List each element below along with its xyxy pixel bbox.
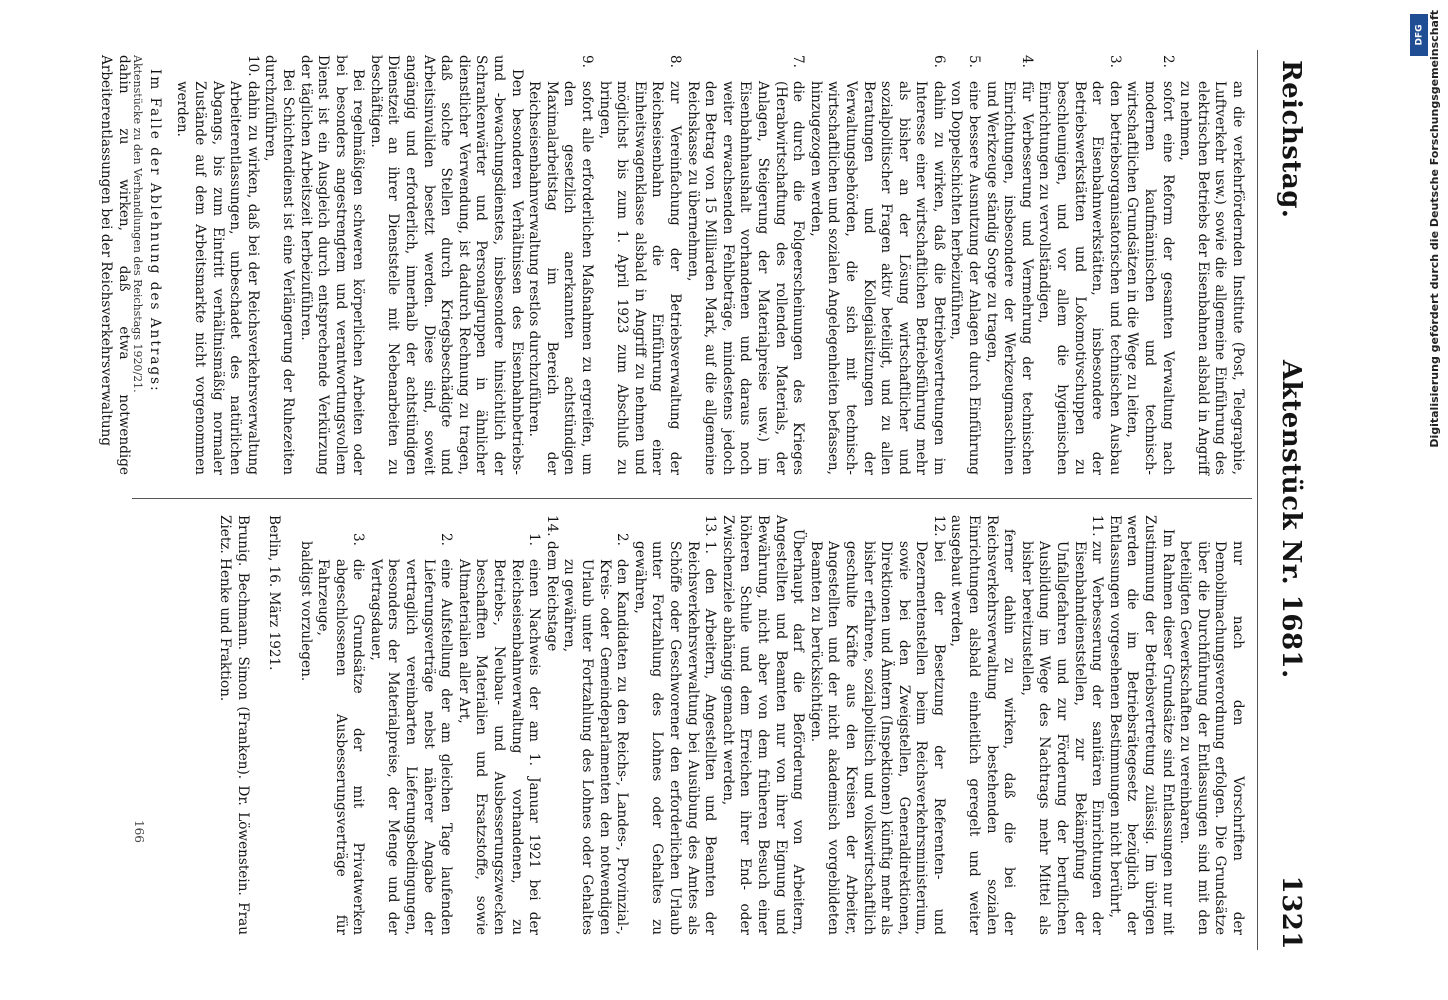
column-divider [132,498,1252,499]
item-text: die Grundsätze der mit Privatwerken abgeschlossenen Ausbesserungsverträge für Fahrzeuge, [315,559,367,935]
item-number: 12. [930,515,947,537]
place-date: Berlin, 16. März 1921. [265,515,282,671]
item-text: sofort alle erforderlichen Maßnahmen zu ergreifen, um den gesetzlich anerkannten achtstündigen Maximalarbeitstag im Bereich der Reichseisenbahnverwaltung restlos durchzuführen. [526,81,596,475]
item-number: 3. [1106,55,1123,68]
item-text: Im Rahmen dieser Grundsätze sind Entlassungen nur mit Zustimmung der Betriebsvertretung zulässig. Im übrigen werden die im Betriebsrätegesetz bezüglich der Entlassungen vorgesehenen Bestimmungen nicht berührt, [1106,515,1176,935]
text-item [1105,515,1175,935]
text-item [261,55,296,475]
item-text: den betriebsorganisatorischen und technischen Ausbau der Eisenbahnwerkstätten, insbesondere der Betriebswerkstätten und Lokomotivschuppen zu beschleunigen, und vor allem die hygienischen Einrichtungen zu vervollständigen, [1036,81,1123,475]
item-number: 10. [244,55,261,77]
item-text: baldigst vorzulegen. [297,541,314,682]
item-text: bei der Besetzung der Referenten- und Dezernentenstellen beim Reichsverkehrsministerium, sowie bei den Zweigstellen, Generaldirektionen, Direktionen und Ämtern (Inspektionen) künftig mehr als bisher erfahrene, sozialpolitisch und volkswirtschaftlich geschulte Kräfte aus den Kreisen der Arbeiter, Angestellten und der nicht akademisch vorgebildeten Beamten zu berücksichtigen. [807,541,947,935]
item-number: 2. [1159,55,1176,68]
credit-strip [1408,8,1441,998]
text-item [595,55,683,475]
item-number: 3. [350,533,367,546]
dfg-logo [1410,14,1428,56]
closing-heading: Im Falle der Ablehnung des Antrags: [146,69,163,393]
item-number: 7. [790,55,807,68]
right-column [217,515,1246,935]
text-item [1035,55,1123,475]
text-item [947,515,1017,935]
text-item [1123,55,1176,475]
item-text: eine bessere Ausnutzung der Anlagen durch Einführung von Doppelschichten herbeizuführen, [948,81,983,475]
text-item [1017,515,1105,935]
item-text: den Kandidaten zu den Reichs-, Landes-, Provinzial-, Kreis- oder Gemeindeparlamenten den notwendigen Urlaub unter Fortzahlung des Lohnes oder Gehaltes zu gewähren, [561,559,631,935]
text-item [1176,515,1246,935]
text-item [525,55,595,475]
item-number: 6. [930,55,947,68]
item-number: 11. [1089,515,1106,537]
item-text: zur Vereinfachung der Betriebsverwaltung der Reichseisenbahn die Einführung einer Einheitswagenklasse alsbald in Angriff zu nehmen und möglichst bis zum 1. April 1923 zum Abschluß zu bringen, [596,81,683,475]
item-text: dem Reichstage [543,541,560,652]
item-number: 8. [667,55,683,68]
item-number: 2. [438,533,455,546]
header-left: Reichstag. [1276,60,1306,219]
text-item [806,515,947,935]
item-text: die durch die Folgeerscheinungen des Krieges (Herabwirtschaftung des rollenden Materials, der Anlagen, Steigerung der Materialpreise usw.) im Eisenbahnhaushalt vorhandenen und daraus noch weiter erwachsenden Fehlbeträge, mindestens jedoch den Betrag von 15 Milliarden Mark, auf die allgemeine Reichskasse zu übernehmen, [684,81,807,475]
text-item [173,55,261,475]
left-items [173,55,1246,475]
text-item [366,515,454,935]
page-footer: Aktenstücke zu den Verhandlungen des Reichstags 1920/21. [131,55,144,393]
text-item [982,55,1035,475]
text-item [296,515,314,935]
item-text: dahin zu wirken, daß die Betriebsvertretungen im Interesse einer wirtschaftlichen Betriebsführung mehr als bisher an der Lösung wirtschaftlicher und sozialpolitischer Fragen aktiv beteiligt, und zu allen Beratungen und Kollegialsitzungen der Verwaltungsbehörden, die sich mit technisch-wirtschaftlichen und sozialen Angelegenheiten befassen, hinzugezogen werden, [807,81,947,475]
folio-number: 166 [132,820,146,843]
text-item [296,55,366,475]
text-item [630,515,718,935]
text-item [1176,55,1246,475]
item-text: eine Aufstellung der am gleichen Tage laufenden Lieferungsverträge nebst näherer Angabe der vertraglich vereinbarten Lieferungsbedingungen, besonders der Materialpreise, der Menge und der Vertragsdauer, [367,559,455,935]
text-item [542,515,560,935]
dfg-logo-text: DFG [1414,24,1425,46]
item-text: zur Verbesserung der sanitären Einrichtungen der Eisenbahndienststellen, zur Bekämpfung der Unfallgefahren und zur Förderung der beruflichen Ausbildung im Wege des Nachtrags mehr Mittel als bisher bereitzustellen, [1018,541,1106,935]
item-text: Den besonderen Verhältnissen des Eisenbahnbetriebs- und -bewachungsdienstes, insbesondere hinsichtlich der Schrankenwärter und Personalgruppen in ähnlicher dienstlicher Verwendung, ist dadurch Rechnung zu tragen, daß solche Stellen durch Kriegsbeschädigte und Arbeitsinvaliden besetzt werden. Diese sind, soweit angängig und erforderlich, innerhalb der achtstündigen Dienstzeit an ihrer Dienststelle mit Nebenarbeiten zu beschäftigen. [367,55,525,475]
item-text: nur nach den Vorschriften der Demobilmachungsverordnung erfolgen. Die Grundsätze über die Durchführung der Entlassungen sind mit den beteiligten Gewerkschaften zu vereinbaren. [1177,541,1246,935]
closing-text: dahin zu wirken, daß etwa notwendige Arbeiterentlassungen bei der Reichsverkehrsverwaltung [98,55,132,475]
item-number: 4. [1018,55,1035,68]
item-text: Bei regelmäßigen schweren körperlichen Arbeiten oder bei besonders angestrengtem und verantwortungsvollem Dienst ist ein Ausgleich durch entsprechende Verkürzung der täglichen Arbeitszeit herbeizuführen. [297,55,367,475]
item-text: an die verkehrfördernden Institute (Post, Telegraphie, Luftverkehr usw.) sowie die allgemeine Einführung des elektrischen Betriebs der Eisenbahnen alsbald in Angriff zu nehmen, [1177,81,1246,475]
item-text: sofort eine Reform der gesamten Verwaltung nach modernen kaufmännischen und technisch-wirtschaftlichen Grundsätzen in die Wege zu leiten, [1124,81,1176,475]
item-text: ferner dahin zu wirken, daß die bei der Reichsverkehrsverwaltung bestehenden sozialen Einrichtungen alsbald einheitlich geregelt und weiter ausgebaut werden, [948,515,1018,935]
item-number: 5. [966,55,983,68]
item-number: 13. [702,515,719,537]
signatories: Brunig. Bechmann. Simon (Franken). Dr. Löwenstein. Frau Zietz. Henke und Fraktion. [217,515,251,935]
item-text: Bei Schichtendienst ist eine Verlängerung der Ruhezeiten durchzuführen, [262,55,296,475]
item-number: 14. [543,515,560,537]
header-page-number: 1321 [1276,875,1306,950]
item-number: 1. [526,533,543,546]
item-number: 2. [614,533,631,546]
text-item [454,515,542,935]
item-text: einen Nachweis der am 1. Januar 1921 bei der Reichseisenbahnverwaltung vorhandenen, zu Betriebs-, Neubau- und Ausbesserungszwecken beschafften Materialien und Ersatzstoffe, sowie Altmaterialien aller Art, [455,559,543,935]
text-item [947,55,982,475]
credit-text: Digitalisierung gefördert durch die Deutsche Forschungsgemeinschaft [1428,10,1441,448]
text-item [718,515,806,935]
text-item [806,55,947,475]
item-text: für Verbesserung und Vermehrung der technischen Einrichtungen, insbesondere der Werkzeugmaschinen und Werkzeuge ständig Sorge zu tragen, [983,81,1035,475]
text-item [314,515,367,935]
text-item [683,55,806,475]
header-title: Aktenstück Nr. 1681. [1276,360,1306,679]
text-item [560,515,630,935]
item-text: dahin zu wirken, daß bei der Reichsverkehrsverwaltung Arbeiterentlassungen, unbeschadet des natürlichen Abgangs, bis zum Eintritt verhältnismäßig normaler Zustände auf dem Arbeitsmarkte nicht vorgenommen werden. [174,81,261,475]
right-items [296,515,1246,935]
item-text: 1. den Arbeitern, Angestellten und Beamten der Reichsverkehrsverwaltung bei Ausübung des Amtes als Schöffe oder Geschworener den erforderlichen Urlaub unter Fortzahlung des Lohnes oder Gehaltes zu gewähren, [631,541,719,935]
page-header [1257,50,1324,950]
text-item [366,55,524,475]
item-number: 9. [579,55,596,68]
item-text: Überhaupt darf die Beförderung von Arbeitern, Angestellten und Beamten nur von ihrer Eignung und Bewährung, nicht aber von dem früheren Besuch einer höheren Schule und dem Erreichen ihrer End- oder Zwischenziele abhängig gemacht werden, [719,515,807,935]
